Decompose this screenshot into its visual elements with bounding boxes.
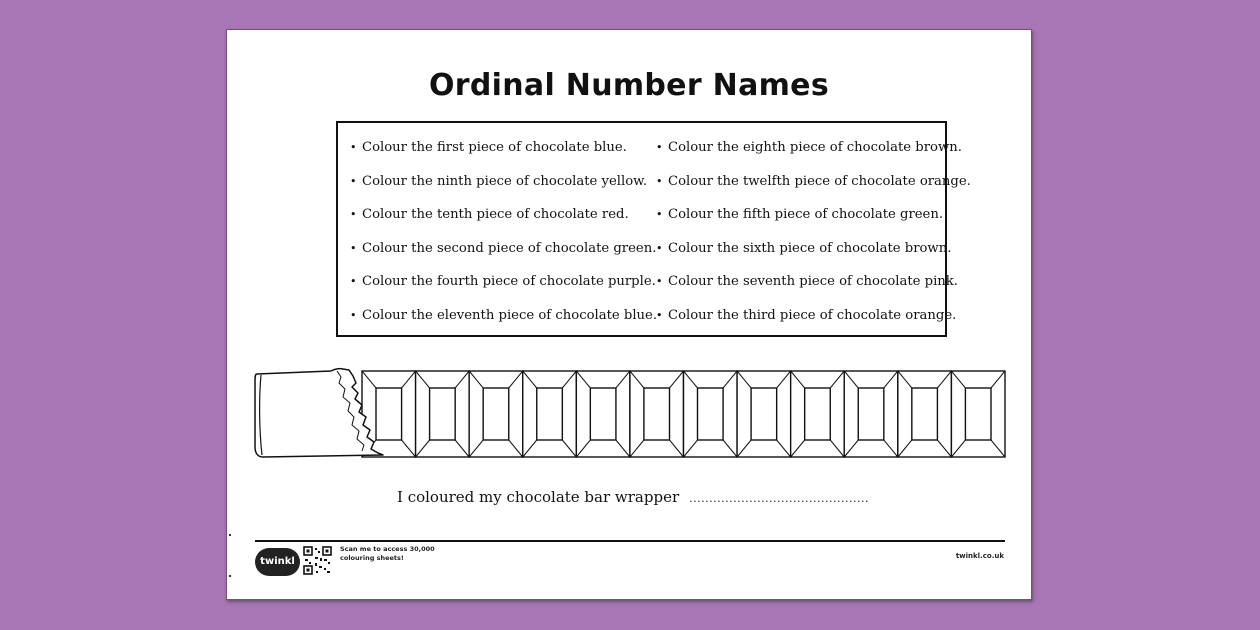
instruction-text: Colour the fourth piece of chocolate purple.: [362, 274, 656, 290]
scan-note: [340, 545, 435, 562]
worksheet-page: [226, 29, 1032, 600]
bullet: •: [656, 308, 663, 322]
page-title: Ordinal Number Names: [429, 68, 829, 103]
bullet: •: [350, 174, 357, 188]
instruction-text: Colour the fifth piece of chocolate green.: [668, 207, 944, 223]
instruction-item: [350, 204, 657, 238]
instruction-text: Colour the ninth piece of chocolate yellow.: [362, 173, 648, 189]
wrapper-prompt-text: I coloured my chocolate bar wrapper: [397, 488, 680, 506]
instruction-item: [656, 305, 971, 339]
instruction-item: [656, 271, 971, 305]
chocolate-piece-12: [951, 371, 1005, 457]
speck: [229, 575, 231, 577]
instruction-text: Colour the second piece of chocolate green.: [362, 240, 657, 256]
instruction-item: [656, 171, 971, 205]
instruction-item: [656, 238, 971, 272]
instruction-item: [350, 137, 657, 171]
scan-note-line1: Scan me to access 30,000: [340, 545, 435, 553]
twinkl-logo: twinkl: [255, 548, 300, 576]
website-link[interactable]: twinkl.co.uk: [955, 552, 1004, 560]
bullet: •: [656, 241, 663, 255]
scan-note-line2: colouring sheets!: [340, 553, 404, 562]
bullet: •: [656, 174, 663, 188]
speck: [229, 534, 231, 536]
bullet: •: [350, 241, 357, 255]
instruction-item: [350, 271, 657, 305]
bullet: •: [350, 308, 357, 322]
chocolate-bar: [253, 367, 1007, 461]
chocolate-piece-8: [737, 371, 791, 457]
instruction-text: Colour the seventh piece of chocolate pink.: [668, 274, 958, 290]
qr-code-icon: [303, 546, 332, 575]
chocolate-piece-6: [630, 371, 684, 457]
instruction-item: [350, 305, 657, 339]
chocolate-piece-10: [844, 371, 898, 457]
chocolate-piece-11: [898, 371, 952, 457]
bullet: •: [656, 208, 663, 222]
answer-dotted-line: .............................................: [689, 492, 869, 505]
chocolate-pieces: [362, 371, 1005, 457]
footer-divider: [255, 540, 1005, 542]
instructions-box: [336, 121, 971, 337]
chocolate-piece-5: [576, 371, 630, 457]
bullet: •: [656, 275, 663, 289]
chocolate-piece-3: [469, 371, 523, 457]
instruction-text: Colour the twelfth piece of chocolate orange.: [668, 173, 971, 189]
instructions-left-column: [350, 137, 657, 339]
instruction-item: [656, 137, 971, 171]
chocolate-piece-4: [523, 371, 577, 457]
bullet: •: [350, 141, 357, 154]
chocolate-piece-9: [791, 371, 845, 457]
instruction-text: Colour the third piece of chocolate orange.: [668, 307, 957, 323]
instruction-text: Colour the eighth piece of chocolate brown.: [668, 140, 962, 155]
instructions-right-column: [656, 137, 971, 339]
chocolate-piece-7: [684, 371, 738, 457]
instruction-text: Colour the sixth piece of chocolate brown.: [668, 240, 952, 256]
bullet: •: [656, 141, 663, 154]
bullet: •: [350, 275, 357, 289]
chocolate-piece-2: [416, 371, 470, 457]
bullet: •: [350, 208, 357, 222]
instruction-item: [656, 204, 971, 238]
instruction-text: Colour the tenth piece of chocolate red.: [362, 207, 629, 223]
wrapper-prompt: [397, 488, 869, 506]
instruction-item: [350, 238, 657, 272]
instruction-text: Colour the eleventh piece of chocolate blue.: [362, 307, 658, 323]
instruction-text: Colour the first piece of chocolate blue.: [362, 140, 627, 155]
instruction-item: [350, 171, 657, 205]
